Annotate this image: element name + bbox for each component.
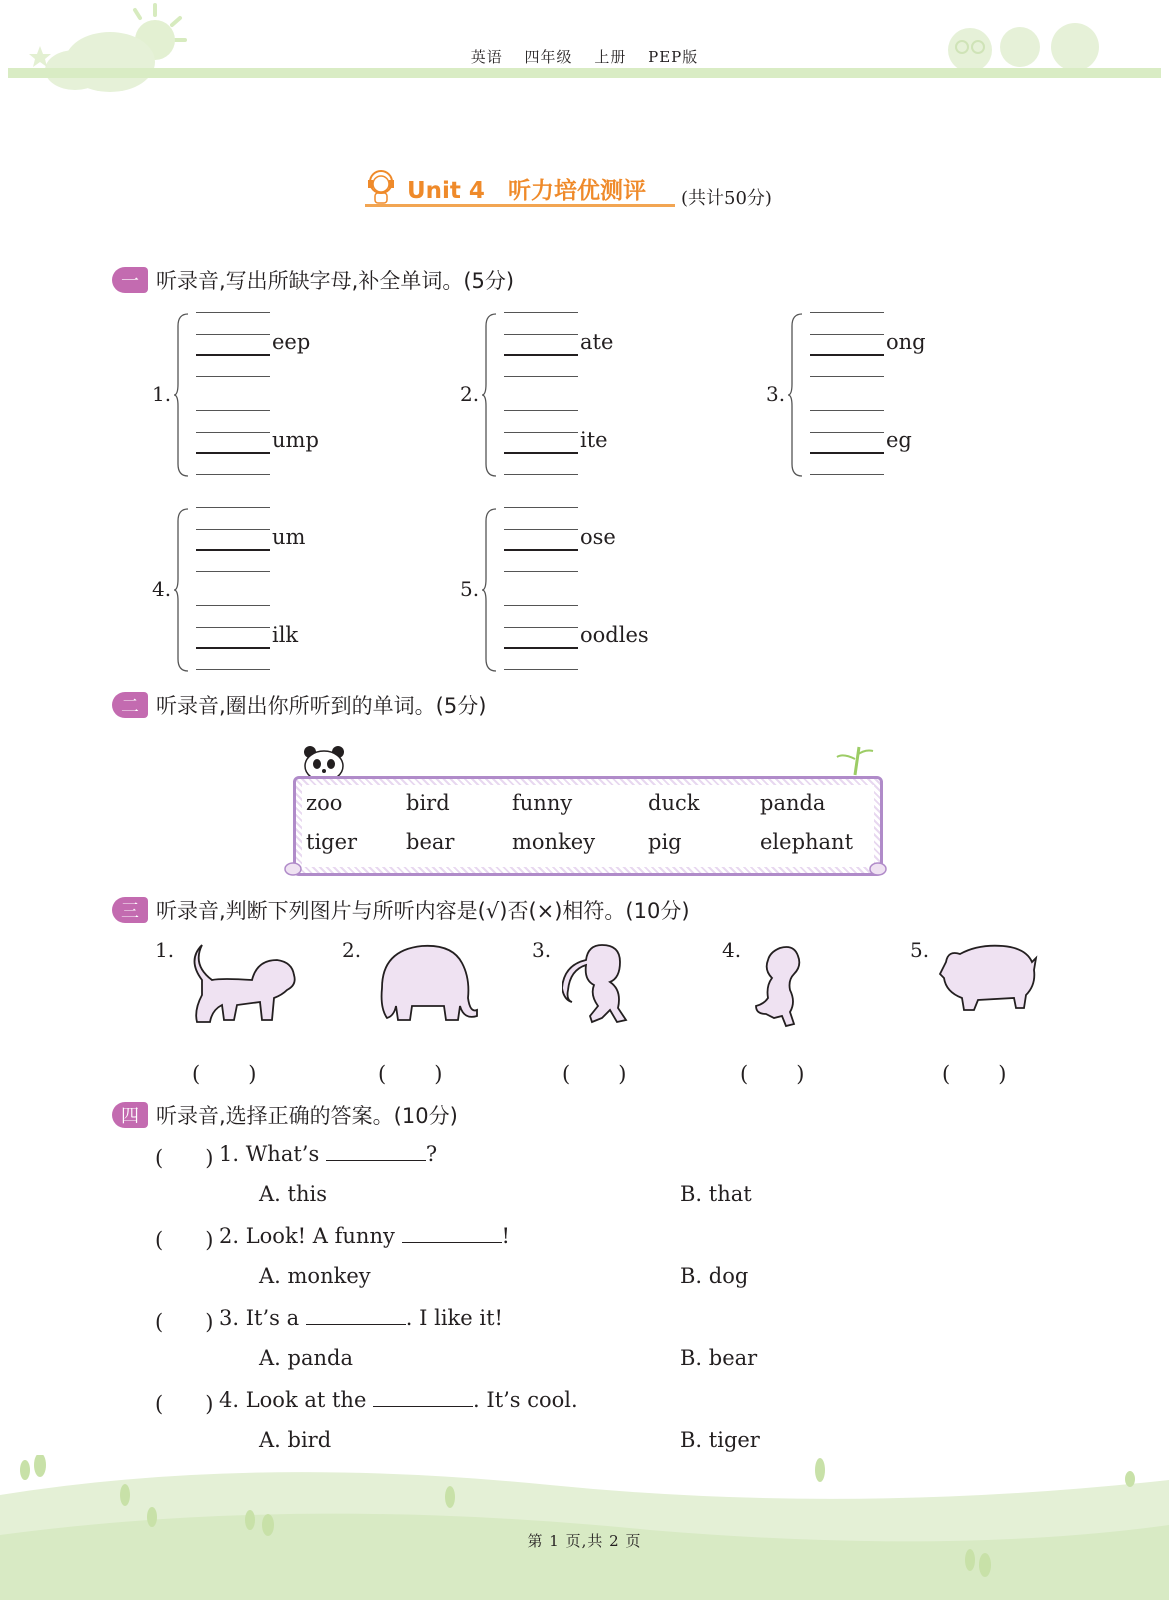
question-text xyxy=(219,1224,510,1248)
fill-letter-item xyxy=(766,312,1066,482)
question-suffix: ! xyxy=(501,1224,510,1248)
answer-paren[interactable]: ( ) xyxy=(155,1228,214,1252)
question-prefix: 2. Look! A funny xyxy=(219,1224,402,1248)
fill-letter-item xyxy=(460,507,760,677)
section-badge: 一 xyxy=(112,267,148,293)
header-subject: 英语 xyxy=(470,48,503,66)
answer-blank[interactable] xyxy=(196,549,270,551)
answer-blank[interactable] xyxy=(504,647,578,649)
guide-line xyxy=(196,432,270,433)
header-grade: 四年级 xyxy=(524,48,573,66)
question-prefix: 3. It’s a xyxy=(219,1306,306,1330)
word-ending: oodles xyxy=(580,623,649,647)
elephant-icon xyxy=(372,938,482,1028)
brace-icon xyxy=(174,507,190,673)
question-text xyxy=(219,1306,503,1330)
guide-line xyxy=(196,529,270,530)
word-ending: eep xyxy=(272,330,311,354)
option-a[interactable]: A. bird xyxy=(259,1428,332,1452)
option-b[interactable]: B. dog xyxy=(680,1264,749,1288)
question-blank xyxy=(373,1388,473,1407)
option-b[interactable]: B. bear xyxy=(680,1346,758,1370)
question-blank xyxy=(402,1224,502,1243)
question-suffix: . It’s cool. xyxy=(473,1388,578,1412)
word[interactable]: panda xyxy=(760,791,826,815)
item-number: 5. xyxy=(460,577,480,601)
guide-line xyxy=(810,312,884,313)
answer-blank[interactable] xyxy=(196,354,270,356)
brace-icon xyxy=(482,507,498,673)
monkey-icon xyxy=(562,940,642,1028)
panda-icon xyxy=(300,744,348,780)
guide-line xyxy=(196,474,270,475)
guide-line xyxy=(504,669,578,670)
answer-paren[interactable]: ( ) xyxy=(562,1062,629,1086)
word[interactable]: pig xyxy=(648,830,682,854)
guide-line xyxy=(504,334,578,335)
item-number: 3. xyxy=(766,382,786,406)
question-row xyxy=(155,1224,1055,1304)
guide-line xyxy=(196,334,270,335)
guide-line xyxy=(196,507,270,508)
guide-line xyxy=(504,474,578,475)
answer-paren[interactable]: ( ) xyxy=(378,1062,445,1086)
guide-line xyxy=(196,571,270,572)
question-blank xyxy=(326,1142,426,1161)
item-number: 2. xyxy=(460,382,480,406)
landscape-decoration xyxy=(0,1455,1169,1600)
item-number: 1. xyxy=(152,382,172,406)
word[interactable]: funny xyxy=(512,791,573,815)
fill-letter-item xyxy=(460,312,760,482)
guide-line xyxy=(504,410,578,411)
word[interactable]: tiger xyxy=(306,830,358,854)
section-badge: 三 xyxy=(112,897,148,923)
section-instruction: 听录音,写出所缺字母,补全单词。(5分) xyxy=(156,269,515,293)
question-suffix: ? xyxy=(425,1142,438,1166)
picture-number: 4. xyxy=(722,938,742,962)
fill-letter-item xyxy=(152,312,452,482)
guide-line xyxy=(810,334,884,335)
guide-line xyxy=(504,571,578,572)
word[interactable]: duck xyxy=(648,791,700,815)
word-ending: ite xyxy=(580,428,608,452)
answer-paren[interactable]: ( ) xyxy=(942,1062,1009,1086)
guide-line xyxy=(196,312,270,313)
word-ending: ate xyxy=(580,330,614,354)
answer-paren[interactable]: ( ) xyxy=(740,1062,807,1086)
bamboo-icon xyxy=(835,745,875,777)
word-ending: ose xyxy=(580,525,616,549)
question-row xyxy=(155,1306,1055,1386)
dog-icon xyxy=(182,940,302,1025)
word-ending: ong xyxy=(886,330,926,354)
guide-line xyxy=(810,432,884,433)
guide-line xyxy=(504,529,578,530)
answer-blank[interactable] xyxy=(196,647,270,649)
header-volume: 上册 xyxy=(594,48,627,66)
answer-blank[interactable] xyxy=(810,452,884,454)
word-box-inner xyxy=(302,785,874,867)
brace-icon xyxy=(788,312,804,478)
answer-blank[interactable] xyxy=(810,354,884,356)
word[interactable]: bird xyxy=(406,791,450,815)
header-edition: PEP版 xyxy=(648,48,699,66)
word-ending: eg xyxy=(886,428,912,452)
question-suffix: . I like it! xyxy=(405,1306,503,1330)
answer-paren[interactable]: ( ) xyxy=(155,1310,214,1334)
answer-blank[interactable] xyxy=(504,549,578,551)
section-4-heading xyxy=(112,1100,458,1130)
picture-number: 3. xyxy=(532,938,552,962)
guide-line xyxy=(504,605,578,606)
brace-icon xyxy=(482,312,498,478)
section-1-heading xyxy=(112,265,514,295)
fill-letter-item xyxy=(152,507,452,677)
duck-icon xyxy=(750,940,820,1032)
guide-line xyxy=(196,669,270,670)
word[interactable]: bear xyxy=(406,830,455,854)
pig-icon xyxy=(938,940,1038,1015)
question-prefix: 4. Look at the xyxy=(219,1388,374,1412)
word[interactable]: elephant xyxy=(760,830,854,854)
item-number: 4. xyxy=(152,577,172,601)
option-b[interactable]: B. tiger xyxy=(680,1428,760,1452)
option-a[interactable]: A. this xyxy=(259,1182,327,1206)
section-instruction: 听录音,选择正确的答案。(10分) xyxy=(156,1104,458,1128)
section-3-heading xyxy=(112,895,690,925)
page-footer: 第 1 页,共 2 页 xyxy=(527,1532,642,1550)
guide-line xyxy=(196,410,270,411)
option-b[interactable]: B. that xyxy=(680,1182,752,1206)
answer-paren[interactable]: ( ) xyxy=(155,1146,214,1170)
headphone-kid-icon xyxy=(365,166,401,206)
picture-number: 2. xyxy=(342,938,362,962)
word-ending: ump xyxy=(272,428,319,452)
word-box xyxy=(293,776,883,876)
picture-number: 1. xyxy=(155,938,175,962)
scroll-end-left xyxy=(283,860,303,878)
guide-line xyxy=(196,605,270,606)
scroll-end-right xyxy=(868,860,888,878)
guide-line xyxy=(196,376,270,377)
answer-paren[interactable]: ( ) xyxy=(192,1062,259,1086)
question-blank xyxy=(306,1306,406,1325)
question-row xyxy=(155,1142,1055,1222)
answer-blank[interactable] xyxy=(504,452,578,454)
section-instruction: 听录音,判断下列图片与所听内容是(√)否(×)相符。(10分) xyxy=(156,899,690,923)
guide-line xyxy=(810,376,884,377)
title-underline xyxy=(365,204,675,207)
word[interactable]: monkey xyxy=(512,830,596,854)
picture-number: 5. xyxy=(910,938,930,962)
brace-icon xyxy=(174,312,190,478)
header-bar xyxy=(8,68,1161,78)
guide-line xyxy=(504,312,578,313)
word-ending: ilk xyxy=(272,623,299,647)
guide-line xyxy=(504,627,578,628)
word-ending: um xyxy=(272,525,306,549)
title-main: Unit 4 听力培优测评 xyxy=(407,178,646,204)
answer-paren[interactable]: ( ) xyxy=(155,1392,214,1416)
guide-line xyxy=(810,474,884,475)
answer-blank[interactable] xyxy=(504,354,578,356)
question-text xyxy=(219,1142,437,1166)
guide-line xyxy=(504,376,578,377)
section-badge: 二 xyxy=(112,692,148,718)
guide-line xyxy=(504,507,578,508)
guide-line xyxy=(504,432,578,433)
section-badge: 四 xyxy=(112,1102,148,1128)
word[interactable]: zoo xyxy=(306,791,343,815)
section-2-heading xyxy=(112,690,486,720)
question-prefix: 1. What’s xyxy=(219,1142,326,1166)
question-text xyxy=(219,1388,578,1412)
title-total: (共计50分) xyxy=(681,188,772,209)
header-text xyxy=(0,46,1169,67)
guide-line xyxy=(196,627,270,628)
option-a[interactable]: A. monkey xyxy=(259,1264,371,1288)
option-a[interactable]: A. panda xyxy=(259,1346,353,1370)
section-instruction: 听录音,圈出你所听到的单词。(5分) xyxy=(156,694,487,718)
answer-blank[interactable] xyxy=(196,452,270,454)
guide-line xyxy=(810,410,884,411)
